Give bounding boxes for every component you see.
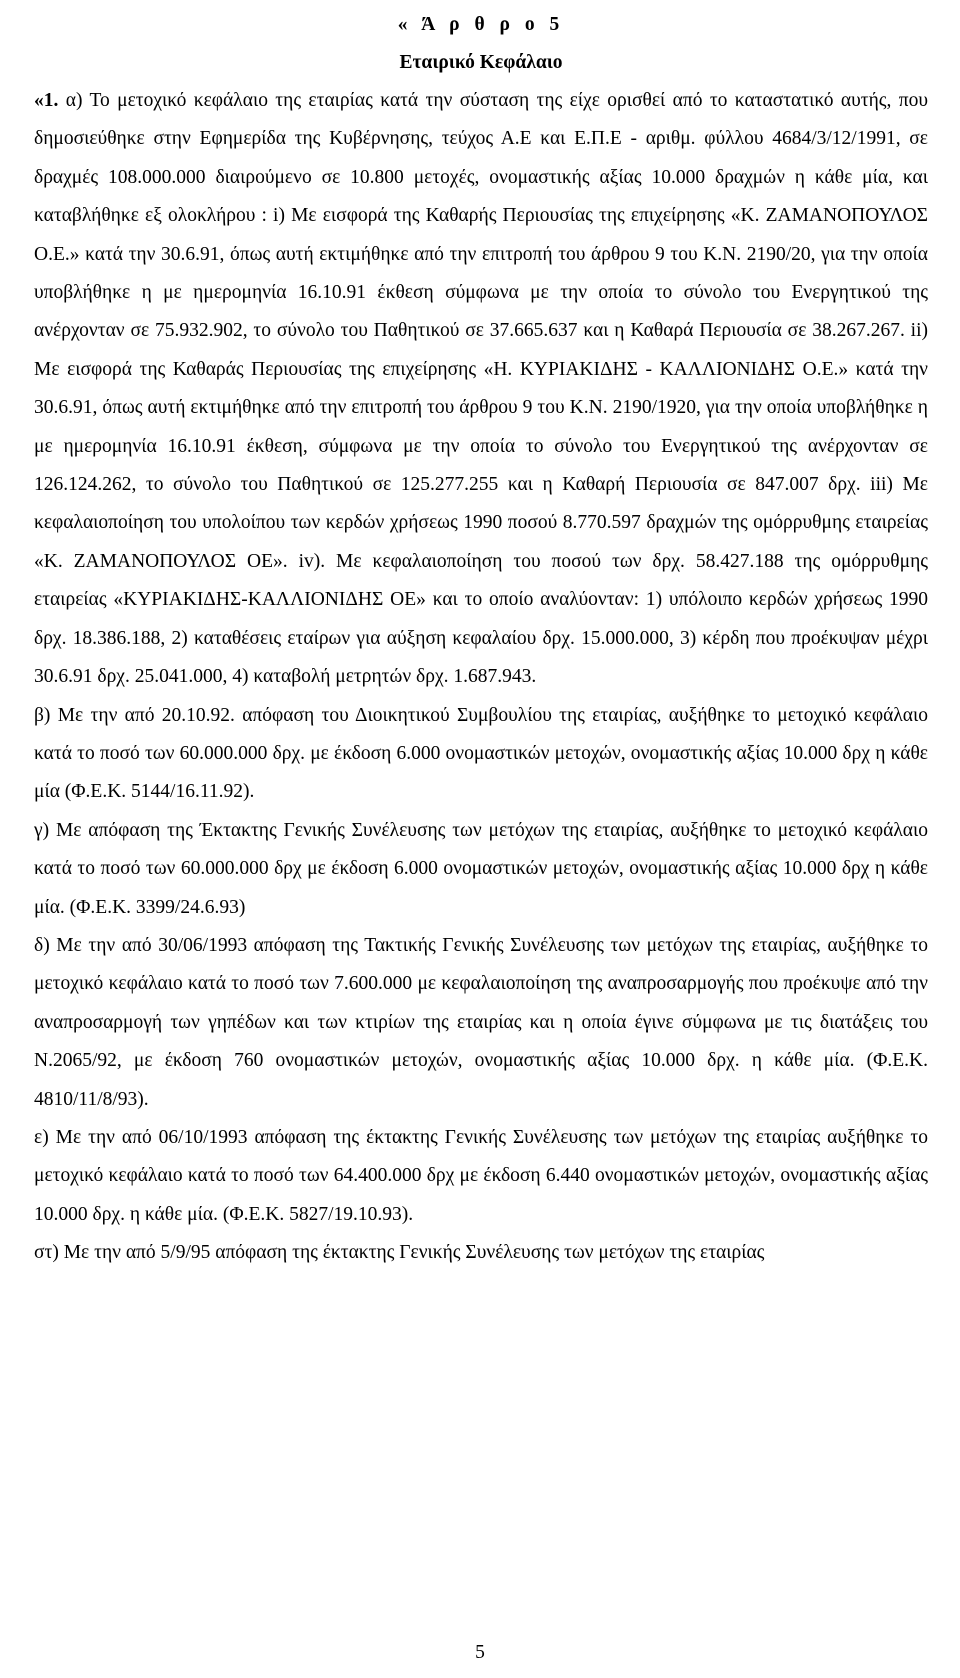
article-heading: « Ά ρ θ ρ ο 5 — [397, 14, 565, 35]
paragraph-e: ε) Με την από 06/10/1993 απόφαση της έκτακτης Γενικής Συνέλευσης των μετόχων της εταιρίας αυξήθηκε το μετοχικό κεφάλαιο κατά το ποσό των 64.400.000 δρχ με έκδοση 6.440 ονομαστικών μετοχών, ονομαστικής αξίας 10.000 δρχ. η κάθε μία. (Φ.Ε.Κ. 5827/19.10.93). — [34, 1126, 928, 1225]
page-number: 5 — [475, 1642, 485, 1663]
paragraph-1-text: α) Το μετοχικό κεφάλαιο της εταιρίας κατά την σύσταση της είχε ορισθεί από το καταστατικό αυτής, που δημοσιεύθηκε στην Εφημερίδα της Κυβέρνησης, τεύχος Α.Ε και Ε.Π.Ε - αριθμ. φύλλου 4684/3/12/1991, σε δραχμές 108.000.000 διαιρούμενο σε 10.800 μετοχές, ονομαστικής αξίας 10.000 δραχμών η κάθε μία, και καταβλήθηκε εξ ολοκλήρου : i) Με εισφορά της Καθαρής Περιουσίας της επιχείρησης «Κ. ΖΑΜΑΝΟΠΟΥΛΟΣ Ο.Ε.» κατά την 30.6.91, όπως αυτή εκτιμήθηκε από την επιτροπή του άρθρου 9 του Κ.Ν. 2190/20, για την οποία υποβλήθηκε η με ημερομηνία 16.10.91 έκθεση σύμφωνα με την οποία το σύνολο του Ενεργητικού της ανέρχονταν σε 75.932.902, το σύνολο του Παθητικού σε 37.665.637 και η Καθαρά Περιουσία σε 38.267.267. ii) Με εισφορά της Καθαράς Περιουσίας της επιχείρησης «Η. ΚΥΡΙΑΚΙΔΗΣ - ΚΑΛΛΙΟΝΙΔΗΣ Ο.Ε.» κατά την 30.6.91, όπως αυτή εκτιμήθηκε από την επιτροπή του άρθρου 9 του Κ.Ν. 2190/1920, για την οποία υποβλήθηκε η με ημερομηνία 16.10.91 έκθεση, σύμφωνα με την οποία το σύνολο του Ενεργητικού της ανέρχονταν σε 126.124.262, το σύνολο του Παθητικού σε 125.277.255 και η Καθαρή Περιουσία σε 847.007 δρχ. iii) Με κεφαλαιοποίηση του υπολοίπου των κερδών χρήσεως 1990 ποσού 8.770.597 δραχμών της ομόρρυθμης εταιρείας «Κ. ΖΑΜΑΝΟΠΟΥΛΟΣ ΟΕ». iv). Με κεφαλαιοποίηση του ποσού των δρχ. 58.427.188 της ομόρρυθμης εταιρείας «ΚΥΡΙΑΚΙΔΗΣ-ΚΑΛΛΙΟΝΙΔΗΣ ΟΕ» και το οποίο αναλύονταν: 1) υπόλοιπο κερδών χρήσεως 1990 δρχ. 18.386.188, 2) καταθέσεις εταίρων για αύξηση κεφαλαίου δρχ. 15.000.000, 3) κέρδη που προέκυψαν μέχρι 30.6.91 δρχ. 25.041.000, 4) καταβολή μετρητών δρχ. 1.687.943. — [34, 90, 928, 688]
paragraph-c: γ) Με απόφαση της Έκτακτης Γενικής Συνέλευσης των μετόχων της εταιρίας, αυξήθηκε το μετοχικό κεφάλαιο κατά το ποσό των 60.000.000 δρχ με έκδοση 6.000 ονομαστικών μετοχών, ονομαστικής αξίας 10.000 δρχ η κάθε μία. (Φ.Ε.Κ. 3399/24.6.93) — [34, 819, 928, 918]
paragraph-b: β) Με την από 20.10.92. απόφαση του Διοικητικού Συμβουλίου της εταιρίας, αυξήθηκε το μετοχικό κεφάλαιο κατά το ποσό των 60.000.000 δρχ. με έκδοση 6.000 ονομαστικών μετοχών, ονομαστικής αξίας 10.000 δρχ η κάθε μία (Φ.Ε.Κ. 5144/16.11.92). — [34, 704, 928, 803]
paragraph-1-marker: «1. — [34, 90, 59, 111]
paragraph-1 — [34, 82, 928, 697]
article-title: Εταιρικό Κεφάλαιο — [399, 52, 563, 73]
paragraph-f: στ) Με την από 5/9/95 απόφαση της έκτακτης Γενικής Συνέλευσης των μετόχων της εταιρίας — [34, 1242, 765, 1264]
document-page — [34, 6, 928, 1273]
paragraph-d: δ) Με την από 30/06/1993 απόφαση της Τακτικής Γενικής Συνέλευσης των μετόχων της εταιρίας, αυξήθηκε το μετοχικό κεφάλαιο κατά το ποσό των 7.600.000 με κεφαλαιοποίηση της αναπροσαρμογής που προέκυψε από την αναπροσαρμογή των γηπέδων και των κτιρίων της εταιρίας και η οποία έγινε σύμφωνα με τις διατάξεις του Ν.2065/92, με έκδοση 760 ονομαστικών μετοχών, ονομαστικής αξίας 10.000 δρχ. η κάθε μία. (Φ.Ε.Κ. 4810/11/8/93). — [34, 934, 928, 1110]
